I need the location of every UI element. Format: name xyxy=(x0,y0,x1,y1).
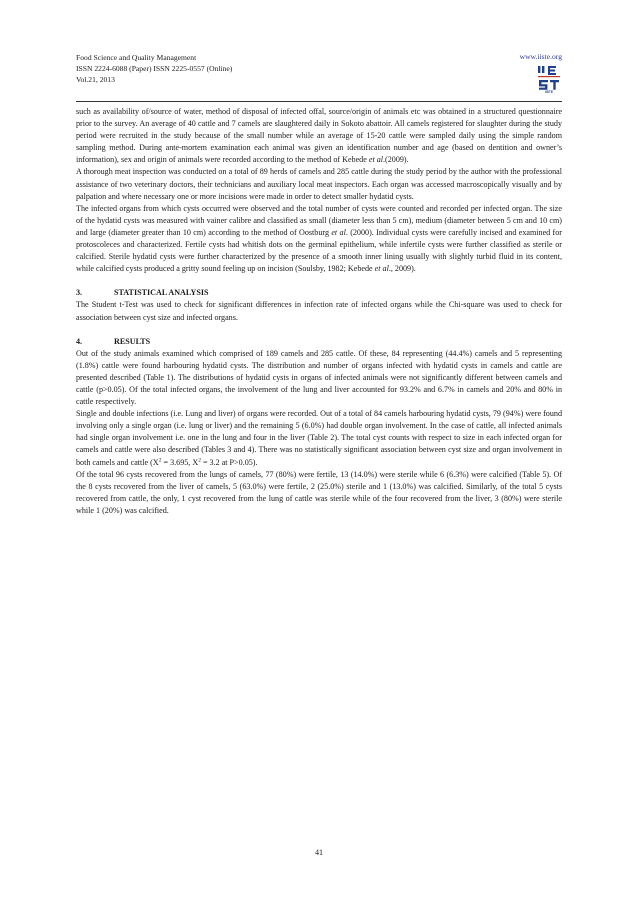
paragraph-results-organ-involvement xyxy=(76,408,562,468)
iiste-logo xyxy=(536,64,562,94)
issn-line: ISSN 2224-6088 (Paper) ISSN 2225-0557 (Online) xyxy=(76,64,233,73)
italic-run: et al xyxy=(374,264,389,274)
section-title: RESULTS xyxy=(114,336,151,346)
paragraph-statistics: The Student t-Test was used to check for significant differences in infection rate of infected organs while the Chi-square was used to check for association between cyst size and infected organs. xyxy=(76,300,562,322)
text-run: . (2000). Individual cysts were carefully incised and examined for protoscoleces and characterized. Fertile cysts had whitish dots on the germinal epithelium, while infertile cysts were further classified as sterile or calcified. Sterile hydatid cysts were further characterized by the presence of a smooth inner lining usually with slightly turbid fluid in its content, while calcified cysts produced a gritty sound feeling up on incision (Soulsby, 1982; Kebede xyxy=(76,227,562,274)
text-run: = 3.2 at P>0.05). xyxy=(200,457,258,467)
section-number: 4. xyxy=(76,336,83,346)
header-rule xyxy=(76,101,562,102)
text-run: .(2009). xyxy=(383,155,409,165)
italic-run: et al xyxy=(368,155,384,165)
article-body xyxy=(76,106,562,517)
section-title: STATISTICAL ANALYSIS xyxy=(114,288,209,298)
journal-url-link[interactable]: www.iiste.org xyxy=(519,52,562,61)
italic-run: et al xyxy=(331,227,346,237)
page-header xyxy=(76,52,562,98)
text-run: The infected organs from which cysts occurred were observed and the total number of cysts were counted and recorded per infected organ. The size of the hydatid cysts was measured with vainer calibre and classified as small (diameter less than 5 cm), medium (diameter between 5 cm and 10 cm) and large (diameter greater than 10 cm) according to the method of Oostburg xyxy=(76,203,562,237)
section-heading-results xyxy=(76,336,562,348)
section-number: 3. xyxy=(76,288,83,298)
logo-text: IISTE xyxy=(545,90,553,94)
text-run: ., 2009). xyxy=(388,264,416,274)
page-number: 41 xyxy=(314,848,324,857)
paragraph-meat-inspection: A thorough meat inspection was conducted on a total of 89 herds of camels and 285 cattle during the study period by the author with the professional assistance of two veterinary doctors, their technicians and auxiliary local meat inspectors. Each organ was accessed macroscopically visually and by palpation and where necessary one or more incisions were made in order to detect smaller hydatid cysts. xyxy=(76,167,562,201)
volume-line: Vol.21, 2013 xyxy=(76,75,115,84)
paragraph-cyst-classification xyxy=(76,203,562,276)
paragraph-methods-questionnaire xyxy=(76,106,562,166)
text-run: such as availability of/source of water, method of disposal of infected offal, source/origin of animals etc was obtained in a structured questionnaire prior to the survey. An average of 40 cattle and 7 camels are slaughtered daily in Sokoto abattoir. All camels registered for slaughter during the study period were recruited in the study because of the small number while an average of 15-20 cattle were sampled daily using the simple random sampling method. During ante-mortem examination each animal was given an identification number and age (based on dentition and owner’s information), sex and origin of animals were recorded according to the method of Kebede xyxy=(76,107,562,165)
superscript: 2 xyxy=(198,457,201,464)
journal-name: Food Science and Quality Management xyxy=(76,53,197,62)
superscript: 2 xyxy=(158,457,162,464)
section-heading-statistical-analysis xyxy=(76,287,562,299)
paragraph-results-prevalence: Out of the study animals examined which comprised of 189 camels and 285 cattle. Of these, 84 representing (44.4%) camels and 5 representing (1.8%) cattle were found harbouring hydatid cysts. The distribution and number of organs infected with hydatid cysts in camels and cattle are presented described (Table 1). The distributions of hydatid cysts in organs of infected animals were not significantly different between camels and cattle (p>0.05). Of the total infected organs, the involvement of the lung and liver accounted for 93.2% and 6.7% in camels and 20% and 80% in cattle respectively. xyxy=(76,348,562,407)
paragraph-results-cyst-fertility: Of the total 96 cysts recovered from the lungs of camels, 77 (80%) were fertile, 13 (14.0%) were sterile while 6 (6.3%) were calcified (Table 5). Of the 8 cysts recovered from the liver of camels, 5 (63.0%) were fertile, 2 (25.0%) sterile and 1 (13.0%) was calcified. Similarly, of the total 5 cysts recovered from cattle, the only, 1 cyst recovered from the lung of cattle was sterile while of the four recovered from the liver, 3 (80%) were sterile while 1 (20%) was calcified. xyxy=(76,469,562,515)
text-run: = 3.695, X xyxy=(161,457,199,467)
text-run: Single and double infections (i.e. Lung and liver) of organs were recorded. Out of a total of 84 camels harbouring hydatid cysts, 79 (94%) were found involving only a single organ (i.e. lung or liver) and the remaining 5 (6.0%) had double organ involvement. In the case of cattle, all infected animals had single organ involvement i.e. one in the lung and four in the liver (Table 2). The total cyst counts with respect to size in each infected organ for camels and cattle were also described (Tables 3 and 4). There was no statistically significant association between cyst size and organ involvement in both camels and cattle (X xyxy=(76,409,562,467)
